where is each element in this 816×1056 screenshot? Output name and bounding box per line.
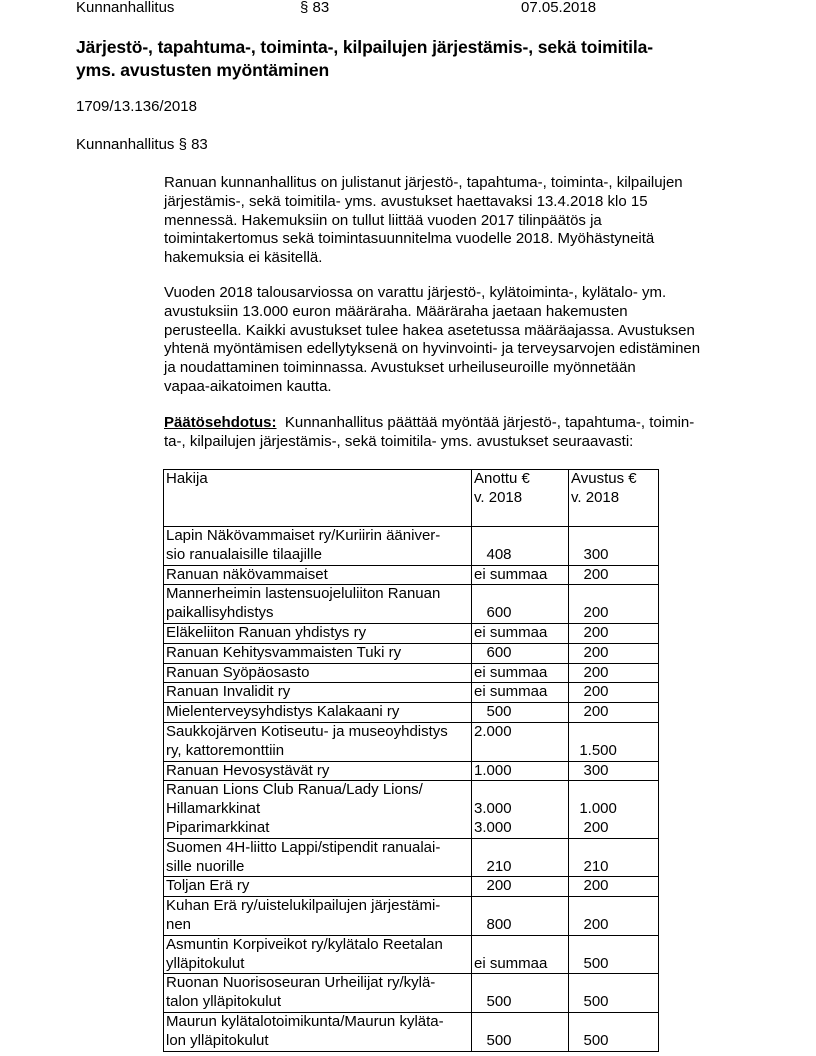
amount-line xyxy=(474,974,568,993)
amount-line: ei summaa xyxy=(474,683,548,701)
applicant-line: sio ranualaisille tilaajille xyxy=(166,545,322,563)
requested-amount-cell xyxy=(472,565,569,585)
granted-amount-cell xyxy=(569,897,659,936)
applicant-line: paikallisyhdistys xyxy=(166,604,274,622)
applicant-line: ylläpitokulut xyxy=(166,954,245,972)
amount-line: 1.000 xyxy=(571,800,617,818)
applicant-line: Mannerheimin lastensuojeluliiton Ranuan xyxy=(166,585,441,603)
table-row xyxy=(164,761,659,781)
paragraph-line: avustuksiin 13.000 euron määräraha. Määräraha jaetaan hakemusten xyxy=(164,302,628,320)
applicant-line: Saukkojärven Kotiseutu- ja museoyhdistys xyxy=(166,722,448,740)
amount-line: 3.000 xyxy=(474,800,512,818)
granted-amount-cell xyxy=(569,838,659,877)
header-section: § 83 xyxy=(300,0,330,16)
requested-amount-cell xyxy=(472,643,569,663)
applicant-line: lon ylläpitokulut xyxy=(166,1031,269,1049)
applicant-line: Asmuntin Korpiveikot ry/kylätalo Reetalan xyxy=(166,935,443,953)
table-row xyxy=(164,623,659,643)
requested-amount-cell xyxy=(472,897,569,936)
intro-paragraph xyxy=(164,174,754,268)
amount-line: 1.000 xyxy=(474,761,512,779)
amount-line xyxy=(474,936,568,955)
title-line: yms. avustusten myöntäminen xyxy=(76,60,330,80)
paragraph-line: mennessä. Hakemuksiin on tullut liittää vuoden 2017 tilinpäätös ja xyxy=(164,211,602,229)
amount-line: 600 xyxy=(474,604,512,622)
amount-line xyxy=(571,527,658,546)
paragraph-line: Ranuan kunnanhallitus on julistanut järjestö-, tapahtuma-, toiminta-, kilpailujen xyxy=(164,174,683,191)
meeting-reference: Kunnanhallitus § 83 xyxy=(76,136,208,153)
applicant-line: nen xyxy=(166,915,192,933)
granted-amount-cell xyxy=(569,565,659,585)
requested-amount-cell xyxy=(472,703,569,723)
amount-line xyxy=(571,839,658,858)
granted-amount-cell xyxy=(569,663,659,683)
amount-line: ei summaa xyxy=(474,623,548,641)
header-date: 07.05.2018 xyxy=(521,0,597,16)
granted-amount-cell xyxy=(569,623,659,643)
paragraph-line: Vuoden 2018 talousarviossa on varattu järjestö-, kylätoiminta-, kylätalo- ym. xyxy=(164,284,667,301)
requested-amount-cell xyxy=(472,683,569,703)
table-row xyxy=(164,703,659,723)
granted-amount-cell xyxy=(569,781,659,838)
applicant-cell xyxy=(164,761,472,781)
table-row xyxy=(164,781,659,838)
header-applicant: Hakija xyxy=(164,470,472,527)
amount-line: 200 xyxy=(571,565,609,583)
amount-line: 200 xyxy=(571,663,609,681)
grants-table xyxy=(163,469,659,1052)
applicant-cell xyxy=(164,565,472,585)
granted-amount-cell xyxy=(569,935,659,974)
applicant-cell xyxy=(164,838,472,877)
applicant-line: Lapin Näkövammaiset ry/Kuriirin ääniver- xyxy=(166,527,441,544)
applicant-cell xyxy=(164,703,472,723)
header-requested xyxy=(472,470,569,527)
table-row xyxy=(164,838,659,877)
amount-line: ei summaa xyxy=(474,954,548,972)
amount-line: 500 xyxy=(571,954,609,972)
applicant-line: Ranuan Kehitysvammaisten Tuki ry xyxy=(166,643,402,661)
requested-amount-cell xyxy=(472,781,569,838)
title-line: Järjestö-, tapahtuma-, toiminta-, kilpailujen järjestämis-, sekä toimitila- xyxy=(76,37,653,57)
applicant-line: sille nuorille xyxy=(166,857,245,875)
applicant-line: Hillamarkkinat xyxy=(166,800,261,818)
table-row xyxy=(164,974,659,1013)
amount-line: 500 xyxy=(474,993,512,1011)
applicant-cell xyxy=(164,527,472,566)
requested-amount-cell xyxy=(472,1012,569,1051)
applicant-cell xyxy=(164,722,472,761)
table-row xyxy=(164,527,659,566)
applicant-line: Ranuan Lions Club Ranua/Lady Lions/ xyxy=(166,781,423,799)
page-title xyxy=(76,36,756,82)
amount-line: 2.000 xyxy=(474,722,512,740)
amount-line: 500 xyxy=(474,703,512,721)
paragraph-line: yhtenä myöntämisen edellytyksenä on hyvinvointi- ja terveysarvojen edistäminen xyxy=(164,340,701,358)
granted-amount-cell xyxy=(569,683,659,703)
amount-line: 408 xyxy=(474,545,512,563)
amount-line: 200 xyxy=(571,818,609,836)
amount-line: 210 xyxy=(571,857,609,875)
applicant-cell xyxy=(164,1012,472,1051)
budget-paragraph xyxy=(164,284,754,397)
amount-line: 800 xyxy=(474,915,512,933)
amount-line: 200 xyxy=(571,683,609,701)
applicant-line: Maurun kylätalotoimikunta/Maurun kyläta- xyxy=(166,1012,444,1030)
amount-line: 200 xyxy=(571,877,609,895)
applicant-cell xyxy=(164,781,472,838)
amount-line: 500 xyxy=(474,1031,512,1049)
applicant-cell xyxy=(164,683,472,703)
decision-line: ta-, kilpailujen järjestämis-, sekä toimitila- yms. avustukset seuraavasti: xyxy=(164,432,634,450)
requested-amount-cell xyxy=(472,663,569,683)
applicant-cell xyxy=(164,877,472,897)
amount-line xyxy=(474,1013,568,1032)
requested-amount-cell xyxy=(472,877,569,897)
header-organ: Kunnanhallitus xyxy=(76,0,175,16)
table-row xyxy=(164,683,659,703)
applicant-line: Ranuan Hevosystävät ry xyxy=(166,761,330,779)
amount-line xyxy=(474,839,568,858)
paragraph-line: ja noudattaminen toiminnassa. Avustukset urheiluseuroille myönnetään xyxy=(164,359,636,377)
table-row xyxy=(164,1012,659,1051)
amount-line xyxy=(571,781,658,800)
applicant-line: Eläkeliiton Ranuan yhdistys ry xyxy=(166,623,367,641)
granted-amount-cell xyxy=(569,1012,659,1051)
granted-amount-cell xyxy=(569,974,659,1013)
header-line: v. 2018 xyxy=(474,488,523,506)
requested-amount-cell xyxy=(472,527,569,566)
amount-line xyxy=(571,723,658,742)
granted-amount-cell xyxy=(569,877,659,897)
amount-line: ei summaa xyxy=(474,663,548,681)
decision-line xyxy=(164,414,754,433)
granted-amount-cell xyxy=(569,527,659,566)
applicant-line: ry, kattoremonttiin xyxy=(166,741,285,759)
applicant-cell xyxy=(164,643,472,663)
requested-amount-cell xyxy=(472,935,569,974)
paragraph-line: perusteella. Kaikki avustukset tulee hakea asetetussa määräajassa. Avustuksen xyxy=(164,321,695,339)
decision-proposal xyxy=(164,414,754,452)
applicant-cell xyxy=(164,935,472,974)
amount-line: 200 xyxy=(571,623,609,641)
applicant-line: Ruonan Nuorisoseuran Urheilijat ry/kylä- xyxy=(166,974,436,992)
applicant-line: Suomen 4H-liitto Lappi/stipendit ranualai- xyxy=(166,838,441,856)
applicant-line: Kuhan Erä ry/uistelukilpailujen järjestämi- xyxy=(166,897,441,915)
amount-line xyxy=(474,742,568,761)
decision-label: Päätösehdotus: xyxy=(164,414,277,431)
table-row xyxy=(164,643,659,663)
granted-amount-cell xyxy=(569,703,659,723)
paragraph-line: vapaa-aikatoimen kautta. xyxy=(164,377,332,395)
amount-line xyxy=(474,781,568,800)
requested-amount-cell xyxy=(472,974,569,1013)
decision-text: Kunnanhallitus päättää myöntää järjestö-, tapahtuma-, toimin- xyxy=(276,414,695,431)
granted-amount-cell xyxy=(569,585,659,624)
table-row xyxy=(164,565,659,585)
table-row xyxy=(164,877,659,897)
granted-amount-cell xyxy=(569,722,659,761)
applicant-cell xyxy=(164,623,472,643)
amount-line: 500 xyxy=(571,993,609,1011)
requested-amount-cell xyxy=(472,623,569,643)
amount-line: 1.500 xyxy=(571,741,617,759)
amount-line xyxy=(571,897,658,916)
amount-line: 200 xyxy=(571,604,609,622)
table-header-row xyxy=(164,470,659,527)
amount-line xyxy=(571,585,658,604)
header-granted xyxy=(569,470,659,527)
amount-line: 300 xyxy=(571,545,609,563)
amount-line: 600 xyxy=(474,643,512,661)
amount-line: ei summaa xyxy=(474,565,548,583)
applicant-line: talon ylläpitokulut xyxy=(166,993,282,1011)
requested-amount-cell xyxy=(472,585,569,624)
amount-line: 200 xyxy=(571,915,609,933)
amount-line: 200 xyxy=(571,703,609,721)
requested-amount-cell xyxy=(472,761,569,781)
paragraph-line: järjestämis-, sekä toimitila- yms. avustukset haettavaksi 13.4.2018 klo 15 xyxy=(164,192,648,210)
requested-amount-cell xyxy=(472,838,569,877)
amount-line xyxy=(571,1013,658,1032)
applicant-cell xyxy=(164,897,472,936)
granted-amount-cell xyxy=(569,761,659,781)
amount-line xyxy=(571,936,658,955)
amount-line: 300 xyxy=(571,761,609,779)
applicant-cell xyxy=(164,974,472,1013)
case-number: 1709/13.136/2018 xyxy=(76,98,197,115)
amount-line xyxy=(571,974,658,993)
table-row xyxy=(164,935,659,974)
header-line: v. 2018 xyxy=(571,488,620,506)
table-row xyxy=(164,585,659,624)
requested-amount-cell xyxy=(472,722,569,761)
amount-line xyxy=(474,585,568,604)
applicant-line: Piparimarkkinat xyxy=(166,818,270,836)
applicant-line: Toljan Erä ry xyxy=(166,877,250,895)
applicant-line: Ranuan näkövammaiset xyxy=(166,565,328,583)
paragraph-line: hakemuksia ei käsitellä. xyxy=(164,249,323,267)
amount-line: 500 xyxy=(571,1031,609,1049)
applicant-line: Ranuan Invalidit ry xyxy=(166,683,291,701)
amount-line: 200 xyxy=(474,877,512,895)
amount-line xyxy=(474,527,568,546)
table-row xyxy=(164,897,659,936)
applicant-line: Ranuan Syöpäosasto xyxy=(166,663,310,681)
table-row xyxy=(164,722,659,761)
granted-amount-cell xyxy=(569,643,659,663)
header-line: Anottu € xyxy=(474,470,530,487)
paragraph-line: toimintakertomus sekä toimintasuunnitelma vuodelle 2018. Myöhästyneitä xyxy=(164,230,655,248)
amount-line: 200 xyxy=(571,643,609,661)
amount-line xyxy=(474,897,568,916)
applicant-line: Mielenterveysyhdistys Kalakaani ry xyxy=(166,703,400,721)
header-line: Avustus € xyxy=(571,470,637,487)
amount-line: 3.000 xyxy=(474,818,512,836)
table-row xyxy=(164,663,659,683)
applicant-cell xyxy=(164,585,472,624)
amount-line: 210 xyxy=(474,857,512,875)
applicant-cell xyxy=(164,663,472,683)
